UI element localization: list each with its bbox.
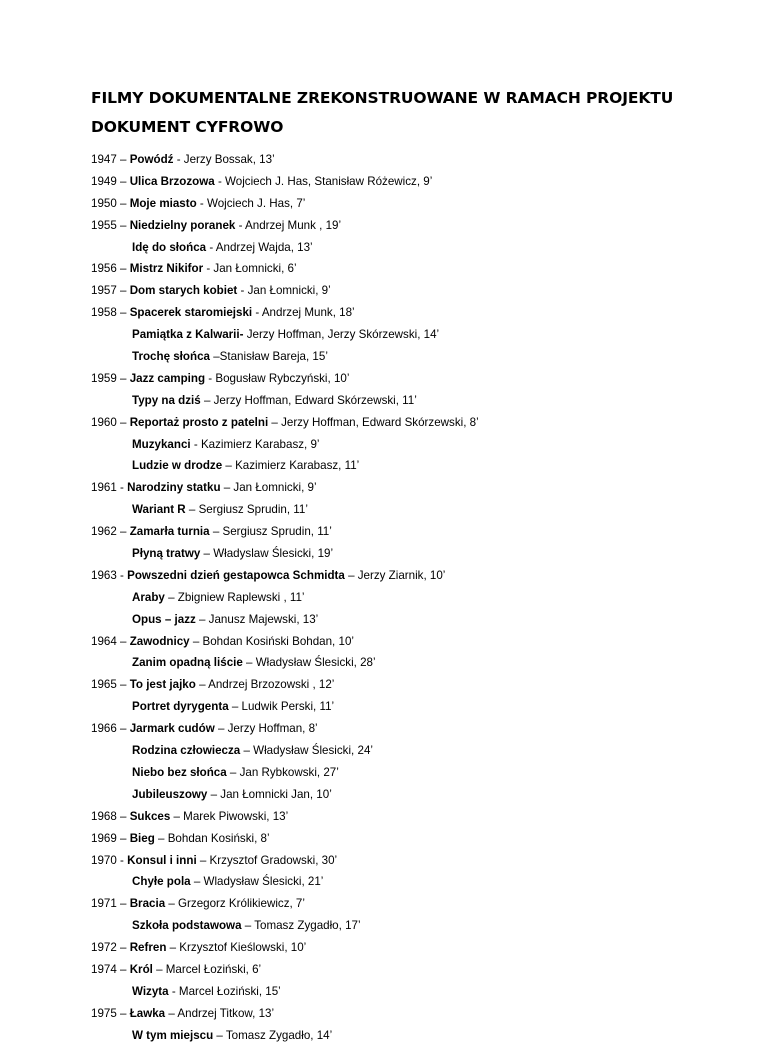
film-year: 1965 [91,678,117,692]
film-entry [91,1003,731,1025]
film-title: Wariant R [132,503,186,517]
film-separator: – [116,809,130,823]
film-year: 1956 [91,262,117,276]
film-entry [91,871,731,893]
film-entry [91,981,731,1003]
film-entry [91,806,731,828]
film-entry [91,740,731,762]
film-year: 1959 [91,371,117,385]
film-title: Niebo bez słońca [132,765,227,779]
film-title: Wizyta [132,984,169,998]
film-entry [91,280,731,302]
film-title: Bracia [129,897,166,911]
film-title: Pamiątka z Kalwarii- [132,328,244,342]
film-separator: – [116,941,130,955]
film-credits: – Władysław Ślesicki, 28’ [242,656,376,670]
film-title: Mistrz Nikifor [129,262,204,276]
film-credits: – Jerzy Hoffman, 8’ [214,722,318,736]
film-entry [91,696,731,718]
film-separator: – [116,897,130,911]
film-entry [91,565,731,587]
film-separator: – [116,525,130,539]
film-separator: – [116,831,130,845]
film-entry [91,455,731,477]
film-year: 1963 [91,568,117,582]
film-title: Opus – jazz [132,612,196,626]
film-title: W tym miejscu [132,1028,214,1042]
film-entry [91,237,731,259]
film-entry [91,784,731,806]
film-credits: – Jerzy Hoffman, Edward Skórzewski, 11’ [200,393,417,407]
film-credits: –Stanisław Bareja, 15’ [209,350,328,364]
film-title: Sukces [129,809,171,823]
film-year: 1957 [91,284,117,298]
film-entry [91,171,731,193]
film-year: 1970 [91,853,117,867]
film-title: Trochę słońca [132,350,210,364]
film-credits: Jerzy Hoffman, Jerzy Skórzewski, 14’ [243,328,440,342]
film-title: Bieg [129,831,155,845]
film-entry [91,258,731,280]
film-title: Typy na dziś [132,393,201,407]
film-entry [91,302,731,324]
film-credits: – Bohdan Kosiński Bohdan, 10’ [189,634,354,648]
film-credits: - Jerzy Bossak, 13’ [173,153,275,166]
film-year: 1971 [91,897,117,911]
film-title: Muzykanci [132,437,191,451]
film-credits: – Janusz Majewski, 13’ [195,612,319,626]
film-entry [91,149,731,171]
film-credits: – Andrzej Brzozowski , 12’ [195,678,335,692]
film-entry [91,324,731,346]
film-entry [91,1025,731,1047]
film-year: 1966 [91,722,117,736]
film-separator: – [116,678,130,692]
film-credits: – Bohdan Kosiński, 8’ [154,831,270,845]
film-separator: – [116,962,130,976]
film-entry [91,609,731,631]
film-title: Płyną tratwy [132,547,201,561]
film-credits: - Jan Łomnicki, 6’ [203,262,297,276]
film-credits: – Kazimierz Karabasz, 11’ [222,459,360,473]
film-title: Ludzie w drodze [132,459,223,473]
film-title: Niedzielny poranek [129,218,236,232]
film-entry [91,215,731,237]
film-year: 1968 [91,809,117,823]
film-credits: – Krzysztof Kieślowski, 10’ [166,941,307,955]
film-entry [91,346,731,368]
film-entry [91,674,731,696]
film-entry [91,499,731,521]
film-credits: – Jan Łomnicki Jan, 10’ [207,787,332,801]
film-separator: – [116,1006,130,1020]
film-credits: – Jan Łomnicki, 9’ [220,481,317,495]
film-year: 1950 [91,196,117,210]
film-separator: – [116,153,130,166]
film-separator: – [116,722,130,736]
film-entry [91,937,731,959]
film-title: Konsul i inni [127,853,197,867]
film-entry [91,959,731,981]
film-year: 1975 [91,1006,117,1020]
film-year: 1964 [91,634,117,648]
film-year: 1962 [91,525,117,539]
film-title: Ławka [129,1006,166,1020]
film-year: 1974 [91,962,117,976]
film-title: Jubileuszowy [132,787,208,801]
film-credits: – Jerzy Ziarnik, 10’ [344,568,446,582]
film-entry [91,434,731,456]
film-separator: – [116,306,130,320]
film-entry [91,828,731,850]
film-entry [91,915,731,937]
film-credits: – Jan Rybkowski, 27’ [226,765,339,779]
film-title: Powszedni dzień gestapowca Schmidta [127,568,345,582]
film-entry [91,390,731,412]
film-year: 1961 [91,481,117,495]
film-credits: – Andrzej Titkow, 13’ [165,1006,275,1020]
film-credits: – Marek Piwowski, 13’ [170,809,289,823]
film-title: Chyłe pola [132,875,191,889]
film-credits: – Tomasz Zygadło, 17’ [241,919,361,933]
film-title: Portret dyrygenta [132,700,229,714]
film-credits: – Władyslaw Ślesicki, 19’ [200,547,334,561]
film-credits: – Sergiusz Sprudin, 11’ [185,503,308,517]
film-separator: – [116,371,130,385]
film-credits: - Marcel Łoziński, 15’ [168,984,281,998]
film-entry [91,762,731,784]
film-year: 1947 [91,153,117,166]
film-credits: - Andrzej Wajda, 13’ [206,240,313,254]
film-separator: - [116,853,128,867]
film-credits: – Krzysztof Gradowski, 30’ [196,853,338,867]
film-credits: - Andrzej Munk, 18’ [252,306,355,320]
film-entry [91,652,731,674]
film-entry [91,477,731,499]
film-credits: – Marcel Łoziński, 6’ [152,962,262,976]
film-credits: - Bogusław Rybczyński, 10’ [205,371,350,385]
film-separator: - [116,481,128,495]
document-title: FILMY DOKUMENTALNE ZREKONSTRUOWANE W RAMACH PROJEKTU DOKUMENT CYFROWO [91,89,674,136]
film-credits: – Ludwik Perski, 11’ [228,700,335,714]
film-list [91,149,731,1047]
film-separator: – [116,415,130,429]
film-entry [91,850,731,872]
film-title: Araby [132,590,165,604]
film-year: 1960 [91,415,117,429]
film-title: Zanim opadną liście [132,656,243,670]
film-title: Szkoła podstawowa [132,919,242,933]
film-credits: - Andrzej Munk , 19’ [235,218,342,232]
film-title: Moje miasto [129,196,197,210]
film-separator: – [116,174,130,188]
film-title: Zawodnicy [129,634,190,648]
film-title: Spacerek staromiejski [129,306,253,320]
film-separator: – [116,196,130,210]
film-credits: – Tomasz Zygadło, 14’ [213,1028,333,1042]
film-credits: – Jerzy Hoffman, Edward Skórzewski, 8’ [268,415,479,429]
film-credits: – Wladysław Ślesicki, 21’ [190,875,324,889]
film-separator: - [116,568,128,582]
film-credits: – Sergiusz Sprudin, 11’ [209,525,332,539]
film-separator: – [116,262,130,276]
film-title: Dom starych kobiet [129,284,238,298]
film-title: Ulica Brzozowa [129,174,215,188]
film-separator: – [116,284,130,298]
film-title: Powódź [129,153,174,166]
film-credits: - Kazimierz Karabasz, 9’ [190,437,320,451]
film-title: Król [129,962,153,976]
film-credits: – Grzegorz Królikiewicz, 7’ [165,897,305,911]
film-entry [91,587,731,609]
film-entry [91,718,731,740]
film-year: 1969 [91,831,117,845]
film-credits: – Władysław Ślesicki, 24’ [240,744,373,758]
film-title: Refren [129,941,167,955]
film-title: Jazz camping [129,371,206,385]
film-credits: – Zbigniew Raplewski , 11’ [164,590,305,604]
film-year: 1972 [91,941,117,955]
film-title: Zamarła turnia [129,525,210,539]
film-separator: – [116,634,130,648]
film-title: Jarmark cudów [129,722,215,736]
film-entry [91,893,731,915]
film-title: Idę do słońca [132,240,207,254]
film-entry [91,631,731,653]
film-credits: - Jan Łomnicki, 9’ [237,284,331,298]
film-year: 1955 [91,218,117,232]
film-entry [91,412,731,434]
film-title: Reportaż prosto z patelni [129,415,269,429]
film-entry [91,368,731,390]
film-credits: - Wojciech J. Has, Stanisław Różewicz, 9’ [214,174,433,188]
film-title: Rodzina człowiecza [132,744,241,758]
film-year: 1958 [91,306,117,320]
film-separator: – [116,218,130,232]
film-entry [91,543,731,565]
film-credits: - Wojciech J. Has, 7’ [196,196,306,210]
film-entry [91,521,731,543]
film-entry [91,193,731,215]
film-title: Narodziny statku [127,481,221,495]
film-year: 1949 [91,174,117,188]
film-title: To jest jajko [129,678,196,692]
